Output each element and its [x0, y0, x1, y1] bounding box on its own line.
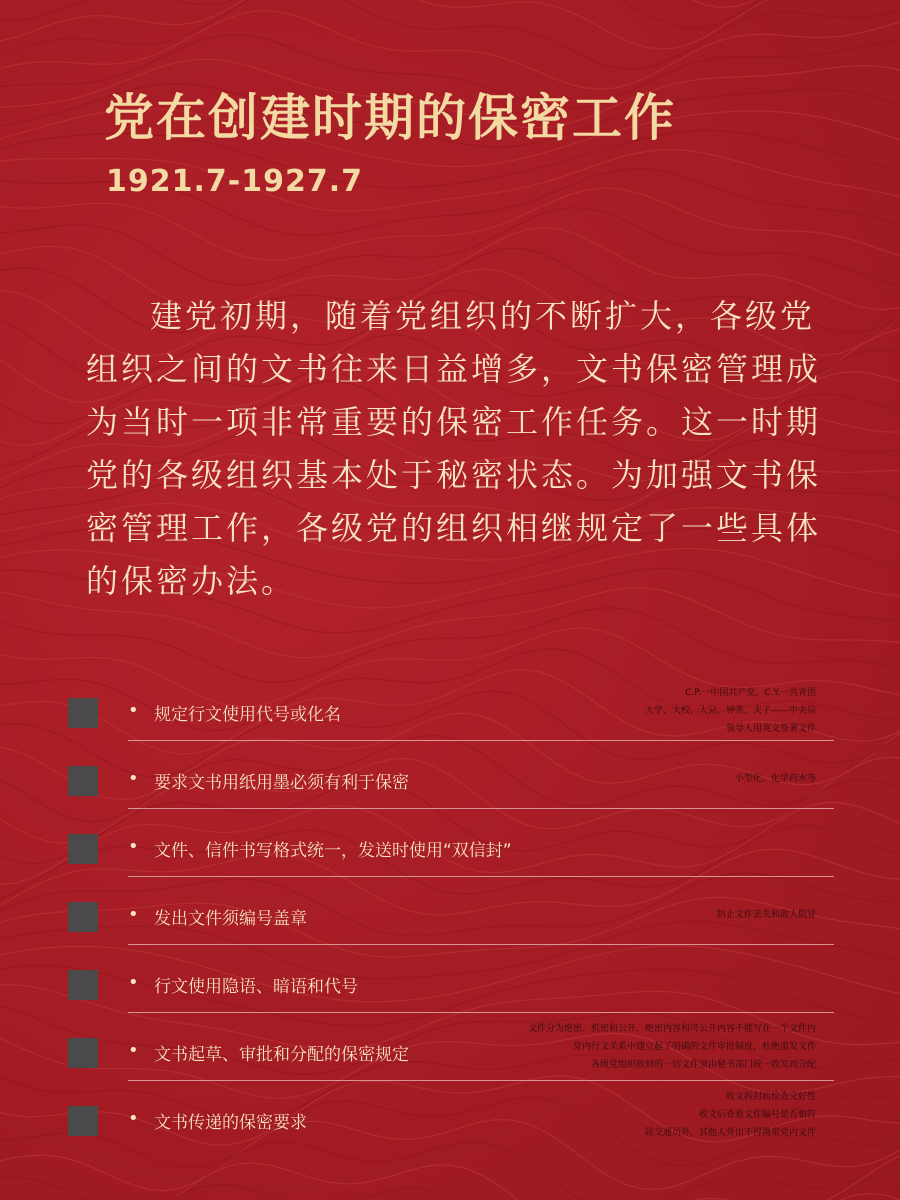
- divider: [128, 740, 834, 741]
- divider: [128, 1012, 834, 1013]
- item-notes: [645, 684, 816, 738]
- divider: [128, 1080, 834, 1081]
- note-line: 各级党组织收到的一切文件须由秘书部门统一收发再分配: [590, 1060, 816, 1070]
- item-notes: [717, 906, 816, 924]
- item-label: 文书传递的保密要求: [154, 1113, 307, 1133]
- note-line: 文件分为绝密、机密和公开，绝密内容和可公开内容不能写在一个文件内: [527, 1024, 816, 1034]
- list-item: [68, 1092, 834, 1158]
- note-line: 领导人用英文签署文件: [725, 724, 816, 734]
- list-item: [68, 1024, 834, 1090]
- item-notes: [735, 770, 816, 788]
- bullet-icon: •: [128, 972, 139, 993]
- bullet-icon: •: [128, 1108, 139, 1129]
- square-marker-icon: [68, 698, 98, 728]
- item-label: 发出文件须编号盖章: [154, 909, 307, 929]
- page-title: 党在创建时期的保密工作: [104, 89, 676, 147]
- square-marker-icon: [68, 902, 98, 932]
- item-label: 文件、信件书写格式统一，发送时使用“双信封”: [154, 841, 512, 861]
- bullet-icon: •: [128, 768, 139, 789]
- item-label: 要求文书用纸用墨必须有利于保密: [154, 773, 409, 793]
- wave-line: [0, 0, 900, 49]
- item-notes: [645, 1088, 816, 1142]
- square-marker-icon: [68, 766, 98, 796]
- note-line: 收文拆封前检查完好性: [725, 1092, 816, 1102]
- divider: [128, 944, 834, 945]
- square-marker-icon: [68, 1106, 98, 1136]
- square-marker-icon: [68, 970, 98, 1000]
- square-marker-icon: [68, 834, 98, 864]
- date-range: 1921.7-1927.7: [106, 164, 363, 199]
- divider: [128, 808, 834, 809]
- list-item: [68, 834, 834, 886]
- bullet-icon: •: [128, 1040, 139, 1061]
- wave-line: [0, 608, 900, 682]
- bullet-icon: •: [128, 700, 139, 721]
- note-line: 收文后查看文件编号是否相符: [698, 1110, 816, 1120]
- wave-line: [0, 1156, 900, 1200]
- square-marker-icon: [68, 1038, 98, 1068]
- bullet-icon: •: [128, 836, 139, 857]
- bullet-icon: •: [128, 904, 139, 925]
- note-line: 防止文件丢失和敌人假冒: [716, 910, 816, 920]
- item-label: 文书起草、审批和分配的保密规定: [154, 1045, 409, 1065]
- note-line: 小型化、化学药水等: [734, 774, 816, 784]
- note-line: 党内行文关系中建立起了明确的文件审批制度，杜绝滥发文件: [572, 1042, 816, 1052]
- list-item: [68, 688, 834, 750]
- list-item: [68, 902, 834, 954]
- divider: [128, 876, 834, 877]
- list-item: [68, 970, 834, 1022]
- intro-paragraph: 建党初期，随着党组织的不断扩大，各级党组织之间的文书往来日益增多，文书保密管理成为当时一项非常重要的保密工作任务。这一时期党的各级组织基本处于秘密状态。为加强文书保密管理工作，各级党的组织相继规定了一些具体的保密办法。: [86, 297, 822, 600]
- item-label: 规定行文使用代号或化名: [154, 705, 341, 725]
- note-line: 除交通员外，其他人外出不得携带党内文件: [644, 1128, 816, 1138]
- note-line: C.P.一中国共产党，C.Y.一共青团: [685, 688, 816, 698]
- wave-line: [0, 208, 900, 286]
- list-item: [68, 766, 834, 818]
- item-label: 行文使用隐语、暗语和代号: [154, 977, 358, 997]
- item-notes: [528, 1020, 816, 1074]
- wave-line: [0, 1194, 900, 1200]
- note-line: 大学、大校、大兄、钟英、夫子——中央局: [644, 706, 816, 716]
